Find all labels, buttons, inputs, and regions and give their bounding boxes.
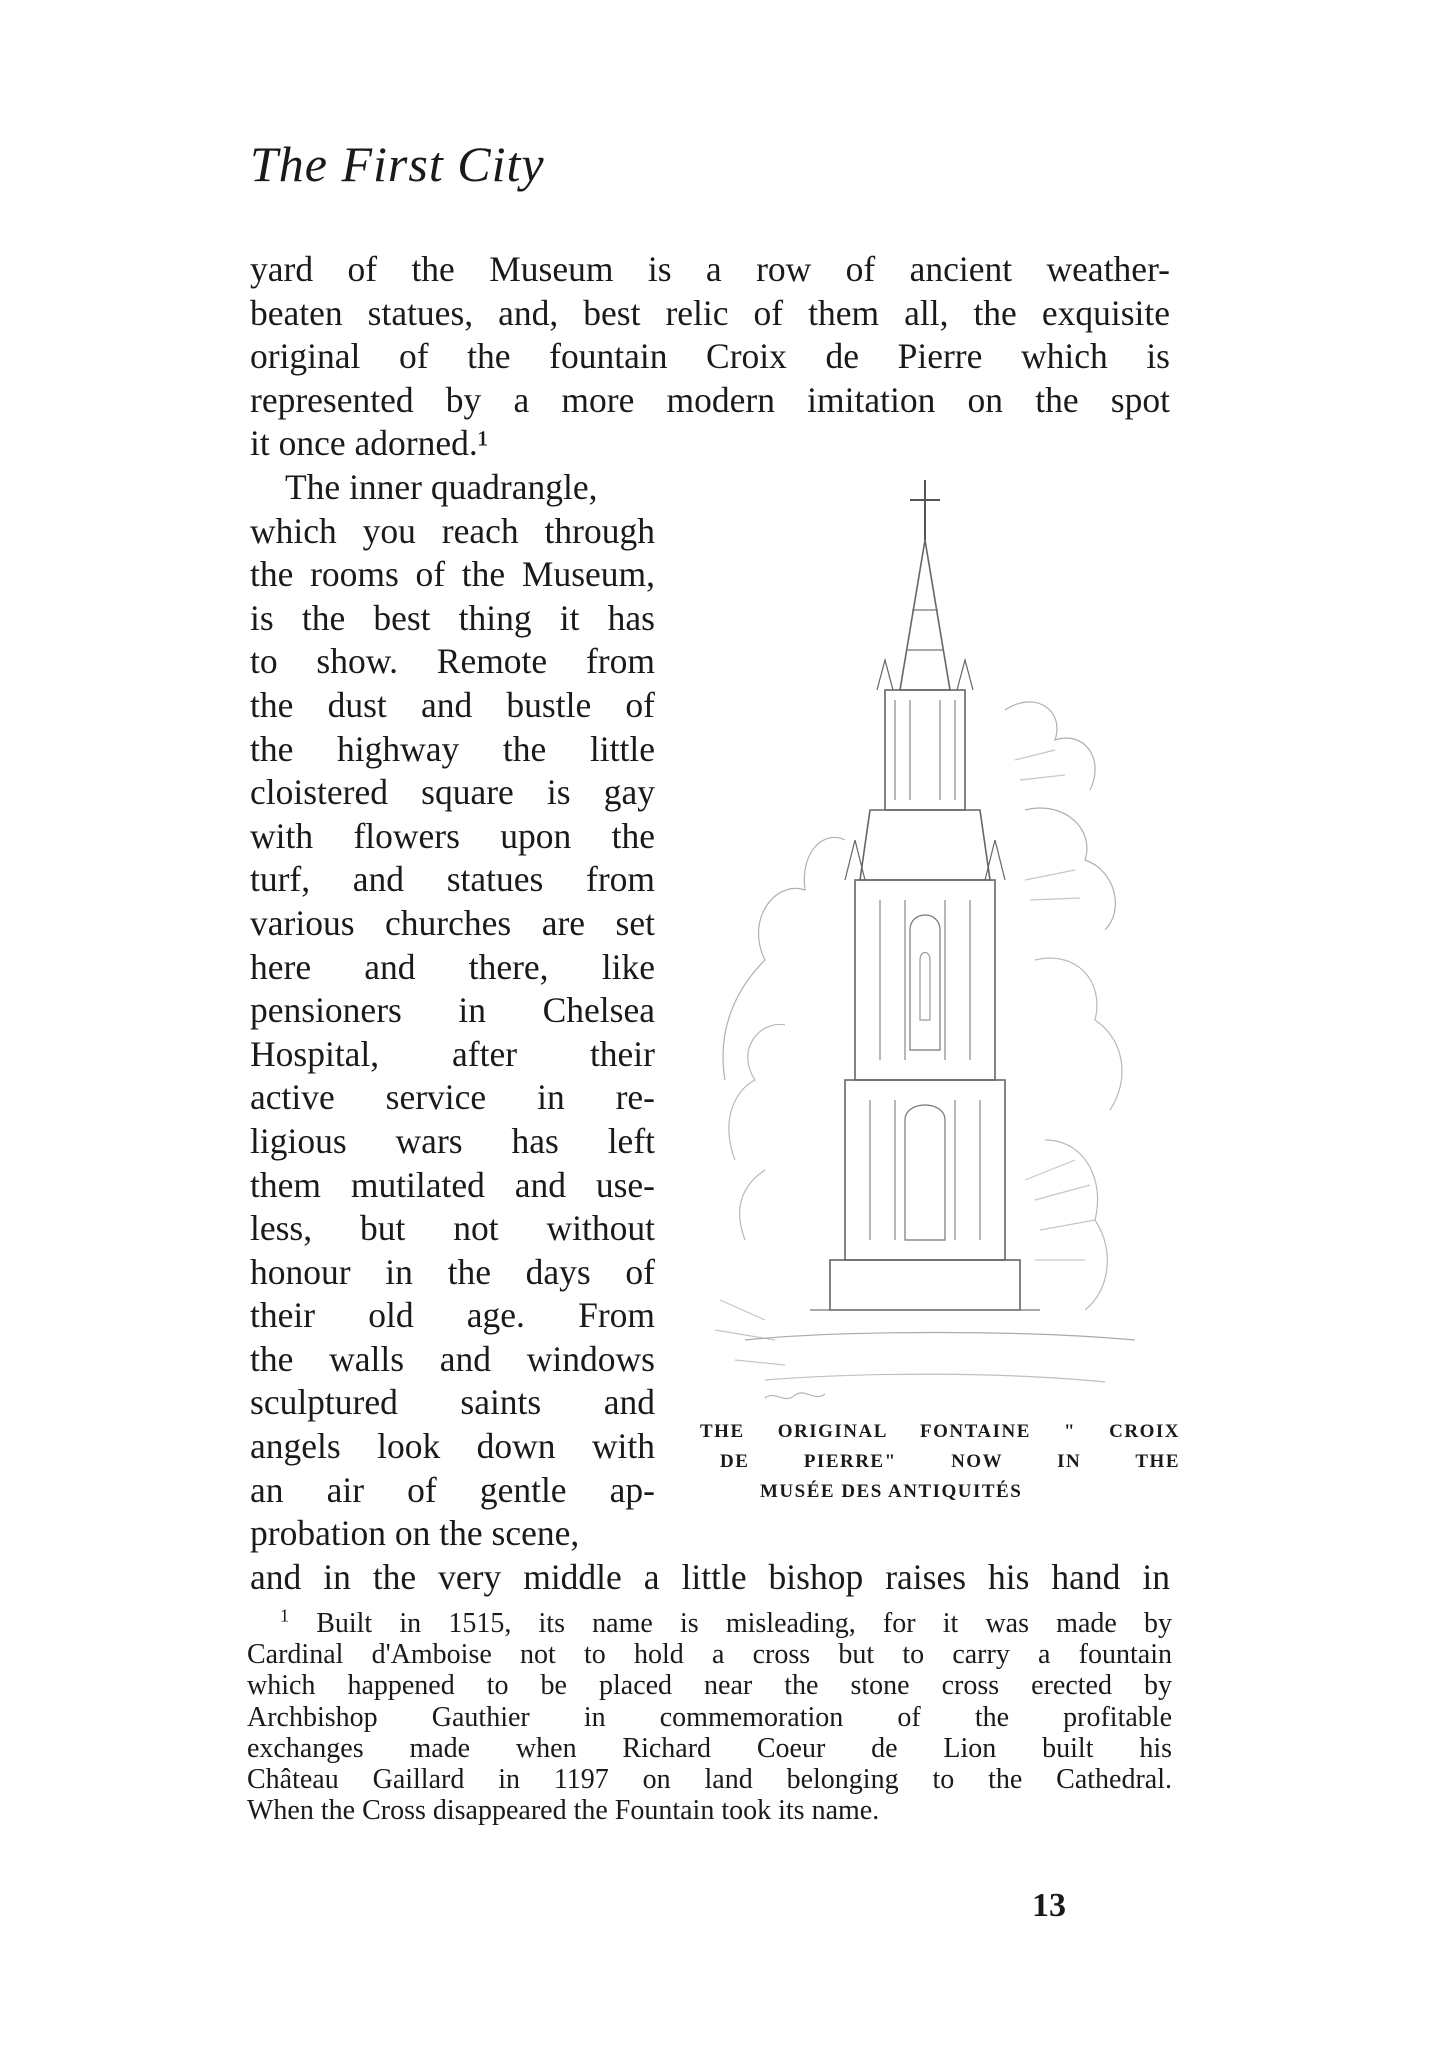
text-line: yard of the Museum is a row of ancient weather- (250, 249, 1170, 289)
text-line: original of the fountain Croix de Pierre which is (250, 336, 1170, 377)
text-line: the rooms of the Museum, (250, 554, 655, 595)
text-line: their old age. From (250, 1295, 655, 1336)
text-line: turf, and statues from (250, 859, 655, 900)
text-line: sculptured saints and (250, 1382, 655, 1423)
text-line: Hospital, after their (250, 1033, 655, 1074)
footnote-line: which happened to be placed near the stone cross erected by (247, 1670, 1172, 1702)
last-line (250, 1556, 1170, 1600)
figure-caption (700, 1417, 1180, 1507)
text-line: which you reach through (250, 510, 655, 551)
top-paragraph (250, 248, 1170, 466)
text-line: The inner quadrangle, (285, 467, 598, 507)
footnote-line (247, 1605, 1172, 1639)
text-line: less, but not without (250, 1208, 655, 1249)
text-line: ligious wars has left (250, 1120, 655, 1161)
text-line: here and there, like (250, 946, 655, 987)
footnote-line: Cardinal d'Amboise not to hold a cross but to carry a fountain (247, 1639, 1172, 1671)
text-line: various churches are set (250, 902, 655, 943)
footnote (247, 1605, 1172, 1827)
fountain-drawing (705, 460, 1180, 1440)
footnote-text: Built in 1515, its name is misleading, for it was made by (316, 1608, 1172, 1639)
caption-line: DE PIERRE" NOW IN THE (720, 1451, 1180, 1472)
text-line: honour in the days of (250, 1251, 655, 1292)
text-line: probation on the scene, (250, 1513, 580, 1554)
footnote-line: When the Cross disappeared the Fountain took its name. (247, 1795, 880, 1827)
text-line: an air of gentle ap- (250, 1469, 655, 1510)
text-line: active service in re- (250, 1077, 655, 1118)
text-line: represented by a more modern imitation on the spot (250, 379, 1170, 420)
wrapped-paragraph (250, 466, 655, 1556)
text-line: the dust and bustle of (250, 684, 655, 725)
text-line: beaten statues, and, best relic of them all, the exquisite (250, 292, 1170, 333)
caption-line: MUSÉE DES ANTIQUITÉS (760, 1481, 1023, 1502)
text-line: to show. Remote from (250, 641, 655, 682)
footnote-line: exchanges made when Richard Coeur de Lion built his (247, 1732, 1172, 1764)
caption-line: THE ORIGINAL FONTAINE " CROIX (700, 1421, 1180, 1442)
text-line: with flowers upon the (250, 815, 655, 856)
text-line: them mutilated and use- (250, 1164, 655, 1205)
text-line: the walls and windows (250, 1338, 655, 1379)
footnote-line: Archbishop Gauthier in commemoration of the profitable (247, 1701, 1172, 1733)
text-line: pensioners in Chelsea (250, 990, 655, 1031)
text-line: the highway the little (250, 728, 655, 769)
text-line: angels look down with (250, 1426, 655, 1467)
text-line: is the best thing it has (250, 597, 655, 638)
footnote-marker: 1 (280, 1605, 289, 1626)
text-line: it once adorned.¹ (250, 423, 489, 464)
text-line: and in the very middle a little bishop raises his hand in (250, 1557, 1170, 1597)
fountain-illustration (705, 460, 1180, 1440)
page-number: 13 (1032, 1887, 1066, 1924)
running-head: The First City (250, 136, 545, 192)
text-line: cloistered square is gay (250, 772, 655, 813)
footnote-line: Château Gaillard in 1197 on land belonging to the Cathedral. (247, 1763, 1172, 1795)
